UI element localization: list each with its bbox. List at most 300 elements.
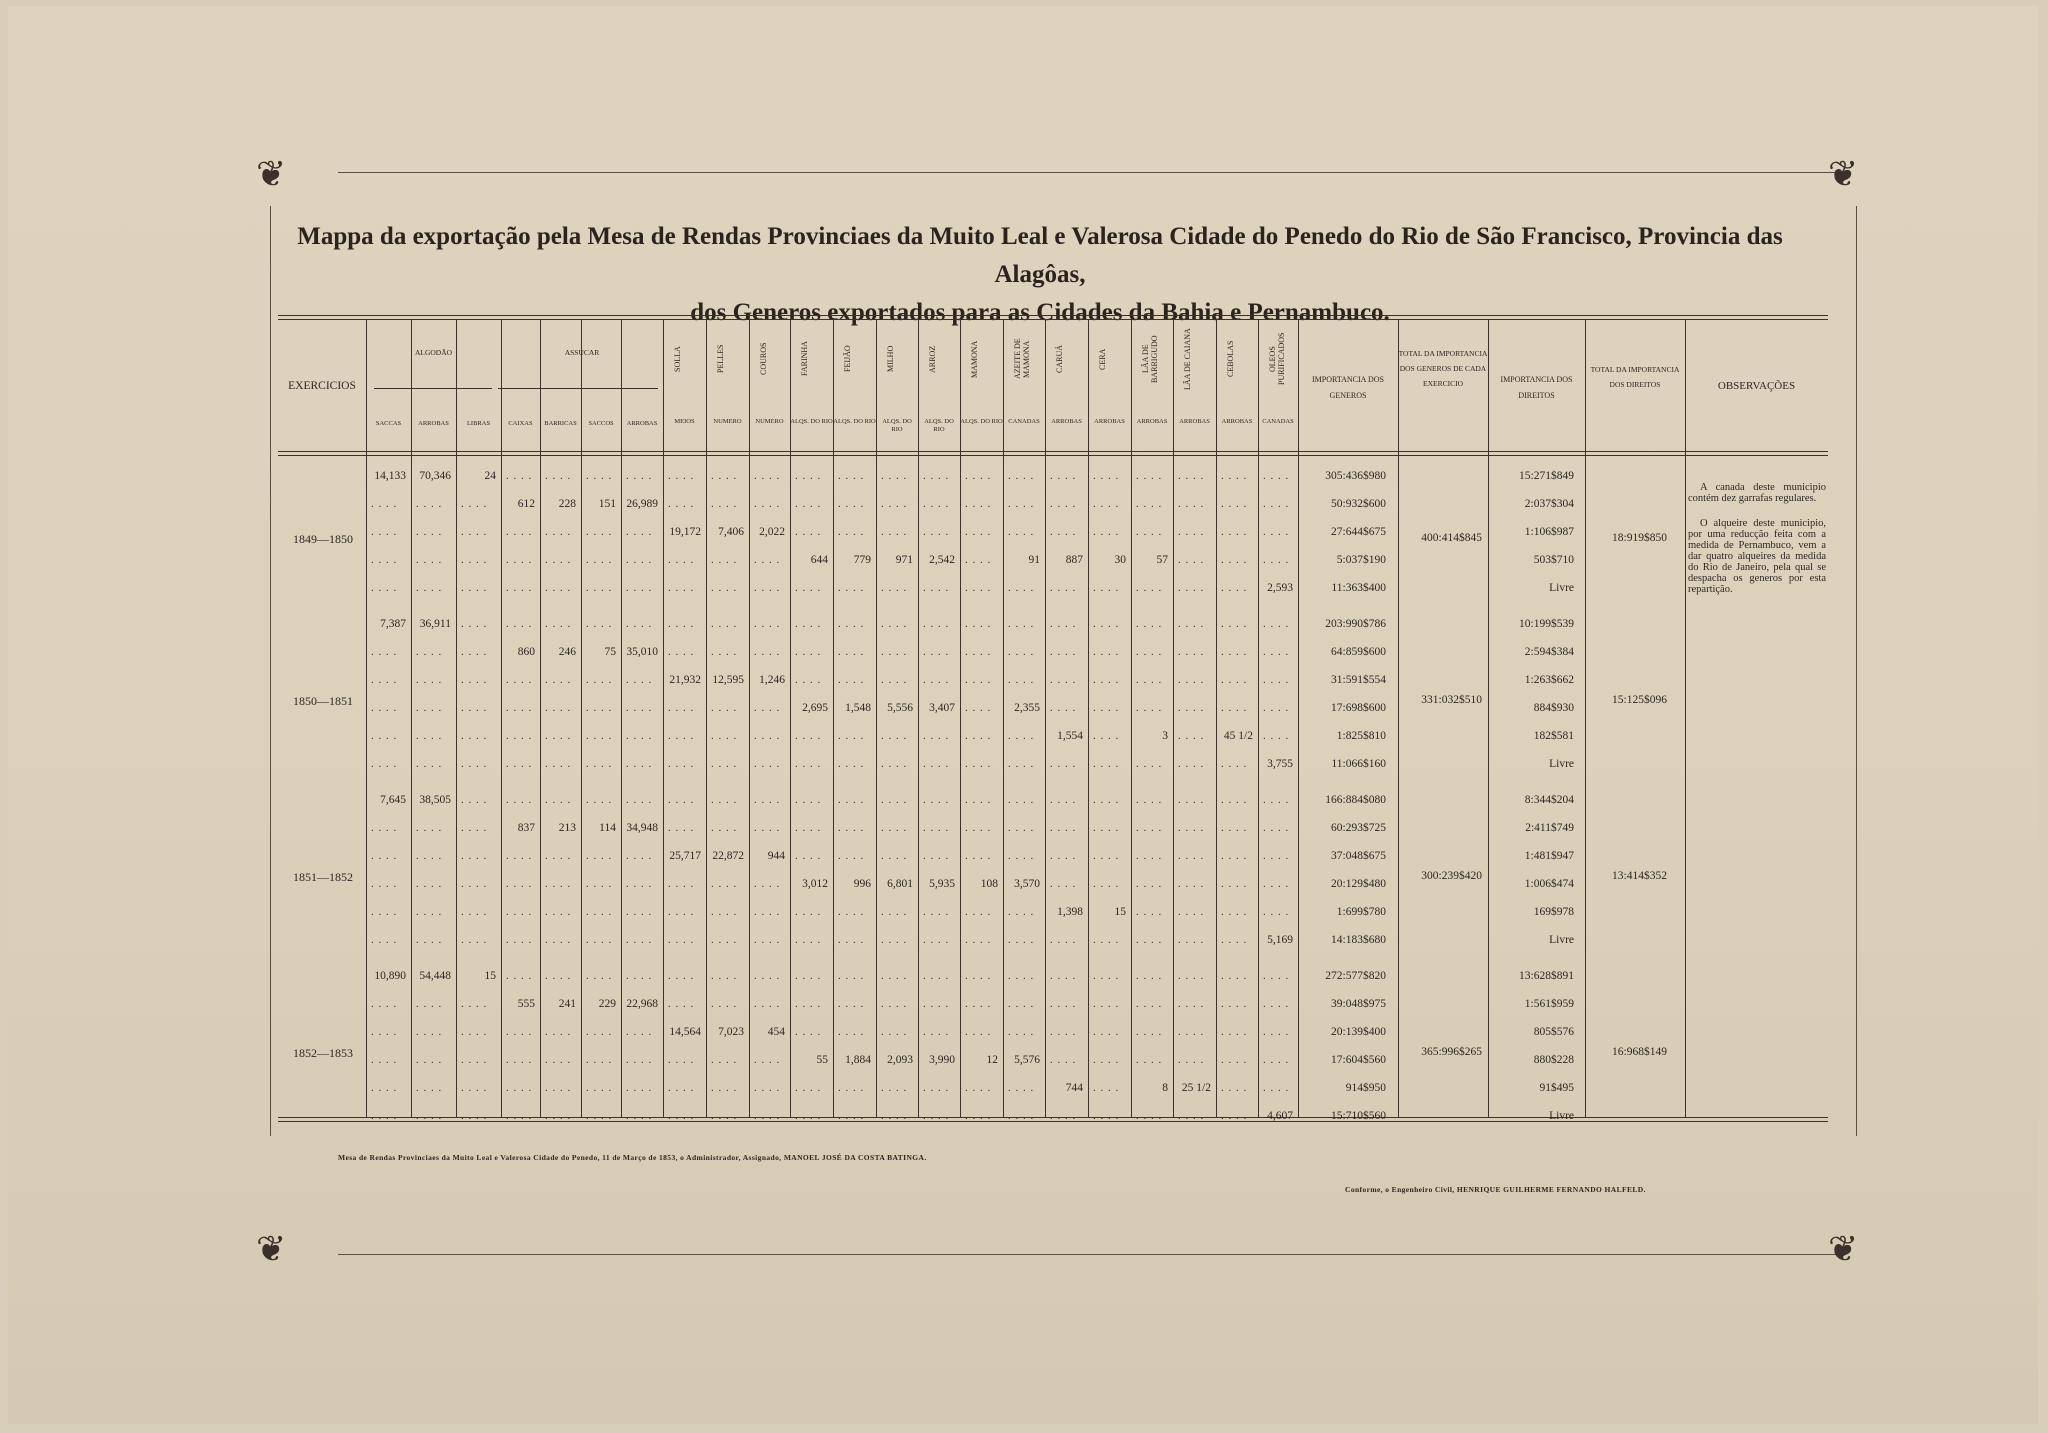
empty-cell-dots: . . . .	[711, 730, 738, 742]
footer-signature-line: Mesa de Rendas Provinciaes da Muito Leal e Valerosa Cidade do Penedo, 11 de Março de 1853, o Administrador, Assignado, MANOEL JOSÉ DA COSTA BATINGA.	[338, 1153, 927, 1162]
table-cell: 151	[598, 498, 616, 510]
empty-cell-dots: . . . .	[586, 470, 613, 482]
empty-cell-dots: . . . .	[1178, 470, 1205, 482]
empty-cell-dots: . . . .	[1136, 906, 1163, 918]
subheader-assucar-2: SACCOS	[588, 420, 614, 427]
column-divider	[1173, 319, 1174, 1117]
empty-cell-dots: . . . .	[626, 1082, 653, 1094]
importancia-generos-cell: 203:990$786	[1325, 618, 1386, 630]
empty-cell-dots: . . . .	[838, 998, 865, 1010]
importancia-generos-cell: 305:436$980	[1325, 470, 1386, 482]
empty-cell-dots: . . . .	[668, 934, 695, 946]
algodao-brace-line	[374, 388, 492, 389]
empty-cell-dots: . . . .	[545, 582, 572, 594]
empty-cell-dots: . . . .	[1050, 702, 1077, 714]
table-cell: 779	[853, 554, 871, 566]
empty-cell-dots: . . . .	[1178, 850, 1205, 862]
empty-cell-dots: . . . .	[545, 758, 572, 770]
empty-cell-dots: . . . .	[371, 1082, 398, 1094]
empty-cell-dots: . . . .	[668, 498, 695, 510]
empty-cell-dots: . . . .	[1221, 794, 1248, 806]
empty-cell-dots: . . . .	[1093, 970, 1120, 982]
empty-cell-dots: . . . .	[1136, 526, 1163, 538]
table-cell: 4,607	[1267, 1110, 1293, 1122]
empty-cell-dots: . . . .	[965, 1082, 992, 1094]
empty-cell-dots: . . . .	[754, 730, 781, 742]
importancia-direitos-cell: Livre	[1549, 934, 1574, 946]
table-cell: 3,990	[929, 1054, 955, 1066]
empty-cell-dots: . . . .	[1221, 878, 1248, 890]
empty-cell-dots: . . . .	[965, 822, 992, 834]
empty-cell-dots: . . . .	[711, 906, 738, 918]
empty-cell-dots: . . . .	[1178, 998, 1205, 1010]
empty-cell-dots: . . . .	[371, 582, 398, 594]
importancia-generos-cell: 14:183$680	[1331, 934, 1386, 946]
empty-cell-dots: . . . .	[668, 618, 695, 630]
empty-cell-dots: . . . .	[838, 970, 865, 982]
importancia-direitos-cell: 805$576	[1533, 1026, 1574, 1038]
empty-cell-dots: . . . .	[754, 1082, 781, 1094]
empty-cell-dots: . . . .	[754, 582, 781, 594]
empty-cell-dots: . . . .	[1008, 1110, 1035, 1122]
table-top-rule-2	[278, 319, 1828, 320]
empty-cell-dots: . . . .	[506, 582, 533, 594]
empty-cell-dots: . . . .	[668, 582, 695, 594]
empty-cell-dots: . . . .	[1221, 526, 1248, 538]
empty-cell-dots: . . . .	[1050, 970, 1077, 982]
table-cell: 12	[986, 1054, 998, 1066]
table-cell: 944	[767, 850, 785, 862]
table-cell: 7,406	[718, 526, 744, 538]
empty-cell-dots: . . . .	[923, 526, 950, 538]
table-cell: 24	[484, 470, 496, 482]
subheader-assucar-1: BARRICAS	[544, 420, 577, 427]
table-cell: 45 1/2	[1223, 730, 1253, 742]
empty-cell-dots: . . . .	[754, 998, 781, 1010]
empty-cell-dots: . . . .	[1008, 646, 1035, 658]
empty-cell-dots: . . . .	[923, 794, 950, 806]
empty-cell-dots: . . . .	[461, 554, 488, 566]
empty-cell-dots: . . . .	[1050, 1026, 1077, 1038]
importancia-direitos-cell: 503$710	[1533, 554, 1574, 566]
table-cell: 612	[517, 498, 535, 510]
table-cell: 1,246	[759, 674, 785, 686]
empty-cell-dots: . . . .	[1050, 582, 1077, 594]
empty-cell-dots: . . . .	[1263, 998, 1290, 1010]
empty-cell-dots: . . . .	[838, 618, 865, 630]
empty-cell-dots: . . . .	[1178, 934, 1205, 946]
observacao-1: A canada deste municipio contém dez garrafas regulares.	[1688, 482, 1826, 504]
table-cell: 6,801	[887, 878, 913, 890]
table-cell: 70,346	[419, 470, 451, 482]
importancia-direitos-cell: 182$581	[1533, 730, 1574, 742]
header-total-generos: TOTAL DA IMPORTANCIA DOS GENEROS DE CADA EXERCICIO	[1398, 349, 1488, 388]
empty-cell-dots: . . . .	[461, 646, 488, 658]
empty-cell-dots: . . . .	[1093, 702, 1120, 714]
empty-cell-dots: . . . .	[754, 702, 781, 714]
empty-cell-dots: . . . .	[923, 674, 950, 686]
subheader-assucar-0: CAIXAS	[508, 420, 533, 427]
empty-cell-dots: . . . .	[1263, 822, 1290, 834]
title-line-1: Mappa da exportação pela Mesa de Rendas Provinciaes da Muito Leal e Valerosa Cidade do Penedo do Rio de São Francisco, Provincia das Alagôas,	[297, 223, 1783, 288]
empty-cell-dots: . . . .	[586, 934, 613, 946]
empty-cell-dots: . . . .	[754, 934, 781, 946]
empty-cell-dots: . . . .	[795, 934, 822, 946]
importancia-direitos-cell: 91$495	[1539, 1082, 1574, 1094]
empty-cell-dots: . . . .	[1263, 526, 1290, 538]
empty-cell-dots: . . . .	[1093, 1082, 1120, 1094]
empty-cell-dots: . . . .	[711, 970, 738, 982]
empty-cell-dots: . . . .	[586, 878, 613, 890]
empty-cell-dots: . . . .	[416, 582, 443, 594]
empty-cell-dots: . . . .	[586, 1054, 613, 1066]
empty-cell-dots: . . . .	[965, 906, 992, 918]
empty-cell-dots: . . . .	[545, 934, 572, 946]
empty-cell-dots: . . . .	[626, 970, 653, 982]
importancia-generos-cell: 27:644$675	[1331, 526, 1386, 538]
empty-cell-dots: . . . .	[1050, 878, 1077, 890]
table-cell: 1,884	[845, 1054, 871, 1066]
empty-cell-dots: . . . .	[754, 794, 781, 806]
table-cell: 555	[517, 998, 535, 1010]
empty-cell-dots: . . . .	[586, 618, 613, 630]
empty-cell-dots: . . . .	[668, 702, 695, 714]
empty-cell-dots: . . . .	[1263, 1026, 1290, 1038]
empty-cell-dots: . . . .	[881, 758, 908, 770]
empty-cell-dots: . . . .	[416, 526, 443, 538]
empty-cell-dots: . . . .	[965, 674, 992, 686]
table-cell: 837	[517, 822, 535, 834]
column-divider	[1685, 319, 1686, 1117]
table-cell: 15	[484, 970, 496, 982]
empty-cell-dots: . . . .	[881, 850, 908, 862]
empty-cell-dots: . . . .	[881, 970, 908, 982]
corner-ornament-tr: ❦	[1828, 154, 1859, 194]
empty-cell-dots: . . . .	[1050, 470, 1077, 482]
empty-cell-dots: . . . .	[545, 850, 572, 862]
empty-cell-dots: . . . .	[795, 998, 822, 1010]
empty-cell-dots: . . . .	[881, 906, 908, 918]
empty-cell-dots: . . . .	[1221, 1082, 1248, 1094]
empty-cell-dots: . . . .	[1008, 906, 1035, 918]
empty-cell-dots: . . . .	[1093, 498, 1120, 510]
empty-cell-dots: . . . .	[1093, 674, 1120, 686]
empty-cell-dots: . . . .	[1136, 878, 1163, 890]
empty-cell-dots: . . . .	[754, 906, 781, 918]
empty-cell-dots: . . . .	[1136, 582, 1163, 594]
empty-cell-dots: . . . .	[711, 822, 738, 834]
empty-cell-dots: . . . .	[1093, 1054, 1120, 1066]
empty-cell-dots: . . . .	[416, 1054, 443, 1066]
empty-cell-dots: . . . .	[416, 498, 443, 510]
empty-cell-dots: . . . .	[881, 998, 908, 1010]
empty-cell-dots: . . . .	[965, 730, 992, 742]
importancia-generos-cell: 17:698$600	[1331, 702, 1386, 714]
empty-cell-dots: . . . .	[1093, 646, 1120, 658]
empty-cell-dots: . . . .	[923, 618, 950, 630]
empty-cell-dots: . . . .	[586, 906, 613, 918]
table-cell: 1,398	[1057, 906, 1083, 918]
table-cell: 8	[1162, 1082, 1168, 1094]
table-cell: 15	[1114, 906, 1126, 918]
empty-cell-dots: . . . .	[506, 906, 533, 918]
empty-cell-dots: . . . .	[626, 554, 653, 566]
importancia-generos-cell: 166:884$080	[1325, 794, 1386, 806]
empty-cell-dots: . . . .	[416, 906, 443, 918]
empty-cell-dots: . . . .	[626, 470, 653, 482]
column-divider	[876, 319, 877, 1117]
column-divider	[706, 319, 707, 1117]
empty-cell-dots: . . . .	[1263, 878, 1290, 890]
subheader-vertical-13: ARROBAS	[1221, 418, 1253, 425]
empty-cell-dots: . . . .	[416, 646, 443, 658]
empty-cell-dots: . . . .	[1263, 794, 1290, 806]
empty-cell-dots: . . . .	[838, 1110, 865, 1122]
importancia-direitos-cell: 1:561$959	[1524, 998, 1574, 1010]
column-divider	[456, 319, 457, 1117]
empty-cell-dots: . . . .	[965, 554, 992, 566]
table-cell: 1,554	[1057, 730, 1083, 742]
subheader-vertical-0: MEIOS	[674, 418, 695, 425]
empty-cell-dots: . . . .	[1221, 998, 1248, 1010]
observacoes-text	[1688, 482, 1826, 595]
subheader-vertical-12: ARROBAS	[1179, 418, 1210, 425]
empty-cell-dots: . . . .	[371, 822, 398, 834]
header-vertical-6: ARROZ	[928, 345, 937, 373]
empty-cell-dots: . . . .	[506, 730, 533, 742]
importancia-direitos-cell: Livre	[1549, 582, 1574, 594]
exercicio-label: 1850—1851	[293, 694, 353, 708]
empty-cell-dots: . . . .	[1263, 674, 1290, 686]
empty-cell-dots: . . . .	[626, 702, 653, 714]
subheader-vertical-10: ARROBAS	[1094, 418, 1125, 425]
column-divider	[1585, 319, 1586, 1117]
empty-cell-dots: . . . .	[1093, 758, 1120, 770]
table-cell: 3,012	[802, 878, 828, 890]
empty-cell-dots: . . . .	[1263, 498, 1290, 510]
table-cell: 36,911	[419, 618, 451, 630]
table-cell: 2,093	[887, 1054, 913, 1066]
empty-cell-dots: . . . .	[416, 758, 443, 770]
empty-cell-dots: . . . .	[1136, 1110, 1163, 1122]
column-divider	[918, 319, 919, 1117]
importancia-generos-cell: 37:048$675	[1331, 850, 1386, 862]
corner-ornament-br: ❦	[1828, 1229, 1859, 1269]
empty-cell-dots: . . . .	[923, 1026, 950, 1038]
table-cell: 454	[767, 1026, 785, 1038]
empty-cell-dots: . . . .	[838, 730, 865, 742]
empty-cell-dots: . . . .	[371, 934, 398, 946]
empty-cell-dots: . . . .	[545, 970, 572, 982]
title-line-2: dos Generos exportados para as Cidades da Bahia e Pernambuco.	[690, 299, 1390, 326]
empty-cell-dots: . . . .	[461, 878, 488, 890]
header-vertical-5: MILHO	[886, 345, 895, 373]
header-vertical-13: CEBOLAS	[1226, 340, 1235, 378]
empty-cell-dots: . . . .	[711, 1082, 738, 1094]
header-observacoes: OBSERVAÇÕES	[1717, 380, 1796, 392]
empty-cell-dots: . . . .	[1136, 998, 1163, 1010]
empty-cell-dots: . . . .	[754, 822, 781, 834]
empty-cell-dots: . . . .	[626, 730, 653, 742]
header-vertical-11: LÃA DE BARRIGUDO	[1141, 335, 1159, 383]
empty-cell-dots: . . . .	[795, 822, 822, 834]
empty-cell-dots: . . . .	[506, 1054, 533, 1066]
empty-cell-dots: . . . .	[371, 758, 398, 770]
importancia-generos-cell: 272:577$820	[1325, 970, 1386, 982]
empty-cell-dots: . . . .	[711, 794, 738, 806]
empty-cell-dots: . . . .	[965, 618, 992, 630]
table-cell: 2,355	[1014, 702, 1040, 714]
empty-cell-dots: . . . .	[965, 1110, 992, 1122]
empty-cell-dots: . . . .	[1093, 526, 1120, 538]
empty-cell-dots: . . . .	[1050, 794, 1077, 806]
empty-cell-dots: . . . .	[1050, 526, 1077, 538]
empty-cell-dots: . . . .	[754, 470, 781, 482]
empty-cell-dots: . . . .	[506, 618, 533, 630]
empty-cell-dots: . . . .	[461, 998, 488, 1010]
empty-cell-dots: . . . .	[795, 1082, 822, 1094]
empty-cell-dots: . . . .	[371, 526, 398, 538]
table-cell: 971	[895, 554, 913, 566]
header-vertical-9: CARUÁ	[1055, 345, 1064, 374]
empty-cell-dots: . . . .	[923, 498, 950, 510]
exercicio-label: 1851—1852	[293, 870, 353, 884]
importancia-generos-cell: 11:363$400	[1331, 582, 1386, 594]
table-cell: 10,890	[374, 970, 406, 982]
header-total-direitos: TOTAL DA IMPORTANCIA DOS DIREITOS	[1590, 365, 1680, 389]
header-vertical-10: CERA	[1098, 348, 1107, 370]
empty-cell-dots: . . . .	[965, 582, 992, 594]
table-cell: 996	[853, 878, 871, 890]
subheader-algodao-0: SACCAS	[375, 420, 402, 427]
table-cell: 22,872	[712, 850, 744, 862]
empty-cell-dots: . . . .	[795, 758, 822, 770]
empty-cell-dots: . . . .	[586, 794, 613, 806]
empty-cell-dots: . . . .	[586, 554, 613, 566]
empty-cell-dots: . . . .	[923, 758, 950, 770]
empty-cell-dots: . . . .	[923, 822, 950, 834]
empty-cell-dots: . . . .	[965, 498, 992, 510]
empty-cell-dots: . . . .	[1178, 582, 1205, 594]
empty-cell-dots: . . . .	[461, 618, 488, 630]
total-direitos-cell: 18:919$850	[1612, 532, 1667, 544]
table-cell: 26,989	[626, 498, 658, 510]
empty-cell-dots: . . . .	[1221, 498, 1248, 510]
empty-cell-dots: . . . .	[626, 850, 653, 862]
empty-cell-dots: . . . .	[461, 1026, 488, 1038]
column-divider	[790, 319, 791, 1117]
empty-cell-dots: . . . .	[1221, 822, 1248, 834]
empty-cell-dots: . . . .	[1093, 878, 1120, 890]
table-cell: 241	[558, 998, 576, 1010]
table-cell: 3,407	[929, 702, 955, 714]
importancia-direitos-cell: 2:411$749	[1525, 822, 1574, 834]
subheader-vertical-4: ALQS. DO RIO	[833, 418, 876, 425]
empty-cell-dots: . . . .	[1093, 1026, 1120, 1038]
empty-cell-dots: . . . .	[711, 554, 738, 566]
empty-cell-dots: . . . .	[668, 758, 695, 770]
empty-cell-dots: . . . .	[626, 794, 653, 806]
table-cell: 3	[1162, 730, 1168, 742]
empty-cell-dots: . . . .	[1263, 850, 1290, 862]
empty-cell-dots: . . . .	[1178, 730, 1205, 742]
table-cell: 34,948	[626, 822, 658, 834]
column-divider	[749, 319, 750, 1117]
empty-cell-dots: . . . .	[711, 1110, 738, 1122]
empty-cell-dots: . . . .	[416, 702, 443, 714]
importancia-direitos-cell: 2:594$384	[1524, 646, 1574, 658]
importancia-generos-cell: 1:825$810	[1336, 730, 1386, 742]
column-divider	[1131, 319, 1132, 1117]
importancia-generos-cell: 20:139$400	[1331, 1026, 1386, 1038]
total-direitos-cell: 16:968$149	[1612, 1046, 1667, 1058]
empty-cell-dots: . . . .	[1221, 618, 1248, 630]
empty-cell-dots: . . . .	[1221, 1110, 1248, 1122]
empty-cell-dots: . . . .	[1008, 618, 1035, 630]
empty-cell-dots: . . . .	[1136, 702, 1163, 714]
empty-cell-dots: . . . .	[881, 526, 908, 538]
empty-cell-dots: . . . .	[923, 582, 950, 594]
header-vertical-2: COUROS	[759, 342, 768, 376]
empty-cell-dots: . . . .	[923, 970, 950, 982]
empty-cell-dots: . . . .	[626, 1026, 653, 1038]
empty-cell-dots: . . . .	[1178, 554, 1205, 566]
empty-cell-dots: . . . .	[461, 934, 488, 946]
empty-cell-dots: . . . .	[1221, 582, 1248, 594]
importancia-direitos-cell: 8:344$204	[1524, 794, 1574, 806]
empty-cell-dots: . . . .	[1221, 906, 1248, 918]
importancia-generos-cell: 17:604$560	[1331, 1054, 1386, 1066]
empty-cell-dots: . . . .	[795, 498, 822, 510]
importancia-direitos-cell: 2:037$304	[1524, 498, 1574, 510]
column-divider	[1045, 319, 1046, 1117]
exercicio-label: 1849—1850	[293, 532, 353, 546]
empty-cell-dots: . . . .	[371, 878, 398, 890]
empty-cell-dots: . . . .	[1093, 934, 1120, 946]
empty-cell-dots: . . . .	[1008, 850, 1035, 862]
table-cell: 744	[1065, 1082, 1083, 1094]
empty-cell-dots: . . . .	[416, 674, 443, 686]
table-cell: 213	[558, 822, 576, 834]
empty-cell-dots: . . . .	[1178, 822, 1205, 834]
empty-cell-dots: . . . .	[838, 822, 865, 834]
empty-cell-dots: . . . .	[881, 470, 908, 482]
importancia-generos-cell: 60:293$725	[1331, 822, 1386, 834]
empty-cell-dots: . . . .	[1050, 646, 1077, 658]
empty-cell-dots: . . . .	[838, 934, 865, 946]
importancia-direitos-cell: Livre	[1549, 758, 1574, 770]
header-vertical-12: LÃA DE CAIANA	[1183, 328, 1192, 390]
empty-cell-dots: . . . .	[795, 1110, 822, 1122]
column-divider	[1398, 319, 1399, 1117]
importancia-generos-cell: 20:129$480	[1331, 878, 1386, 890]
empty-cell-dots: . . . .	[545, 618, 572, 630]
empty-cell-dots: . . . .	[923, 730, 950, 742]
empty-cell-dots: . . . .	[1136, 646, 1163, 658]
empty-cell-dots: . . . .	[1093, 822, 1120, 834]
empty-cell-dots: . . . .	[586, 1110, 613, 1122]
empty-cell-dots: . . . .	[711, 702, 738, 714]
importancia-direitos-cell: 1:006$474	[1524, 878, 1574, 890]
empty-cell-dots: . . . .	[923, 1110, 950, 1122]
importancia-generos-cell: 64:859$600	[1331, 646, 1386, 658]
empty-cell-dots: . . . .	[1008, 498, 1035, 510]
importancia-direitos-cell: 169$978	[1533, 906, 1574, 918]
empty-cell-dots: . . . .	[754, 1054, 781, 1066]
table-top-rule	[278, 315, 1828, 316]
table-cell: 2,022	[759, 526, 785, 538]
empty-cell-dots: . . . .	[965, 702, 992, 714]
